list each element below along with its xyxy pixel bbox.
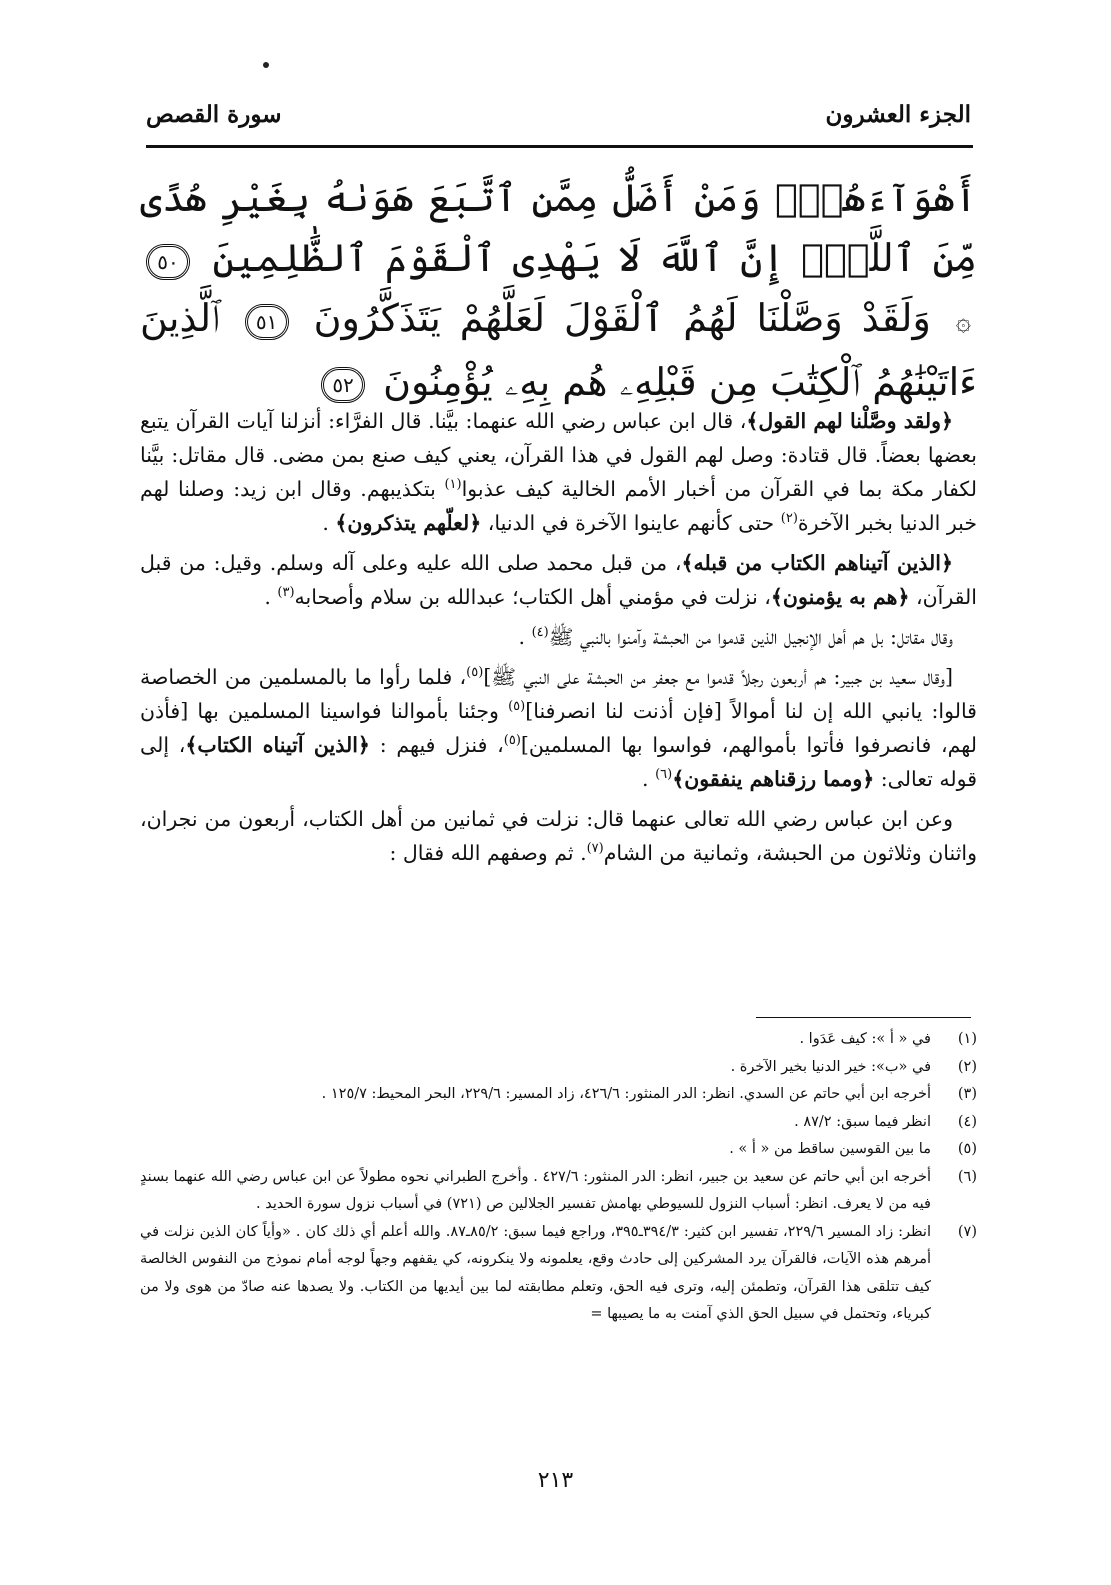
paragraph-text: وعن ابن عباس رضي الله تعالى عنهما قال: نزلت في ثمانين من أهل الكتاب، أربعون من نجران، واثنان وثلاثون من الحبشة، وثمانية من الشام: [140, 807, 977, 865]
footnote: [140, 1136, 977, 1164]
footnote: [140, 1164, 977, 1219]
footnote-text: في «ب»: خير الدنيا بخير الآخرة .: [730, 1058, 931, 1075]
quran-verses: [140, 168, 977, 412]
footnote-separator: [756, 1017, 971, 1018]
paragraph-text: [وقال سعيد بن جبير: هم أربعون رجلاً قدموا مع جعفر من الحبشة على النبي ﷺ]: [483, 665, 953, 689]
footnote: [140, 1081, 977, 1109]
quoted-verse: ﴿ولقد وصَّلْنا لهم القول﴾: [746, 409, 953, 433]
footnote-number: (٧): [957, 1223, 977, 1240]
paragraph-text: .: [642, 767, 656, 791]
paragraph: [140, 546, 977, 614]
paragraph-text: .: [518, 625, 532, 649]
footnote-ref[interactable]: (٥): [466, 665, 484, 681]
paragraph-text: . ثم وصفهم الله فقال :: [389, 841, 587, 865]
paragraph-text: حتى كأنهم عاينوا الآخرة في الدنيا،: [481, 511, 781, 535]
verse-text: أَهْوَآءَهُمْۚ وَمَنْ أَضَلُّ مِمَّنِ ٱتَّبَعَ هَوَىٰهُ بِغَيْرِ هُدًى مِّنَ ٱللَّهِۚ إِنَّ ٱللَّهَ لَا يَهْدِى ٱلْقَوْمَ ٱلظَّٰلِمِينَ: [140, 176, 977, 280]
surah-title: سورة القصص: [146, 100, 282, 128]
footnote: [140, 1109, 977, 1137]
footnote-ref[interactable]: (٣): [277, 585, 295, 601]
quoted-verse: ﴿الذين آتيناه الكتاب﴾: [185, 733, 370, 757]
footnote: [140, 1219, 977, 1329]
paragraph: [140, 660, 977, 796]
footnote-number: (١): [957, 1031, 977, 1047]
footnote-number: (٦): [957, 1168, 977, 1185]
quoted-verse: ﴿هم به يؤمنون﴾: [770, 585, 910, 609]
commentary: [140, 404, 977, 876]
footnote-number: (٣): [957, 1086, 977, 1102]
footnote-text: انظر فيما سبق: ٨٧/٢ .: [794, 1113, 931, 1130]
footnote-ref[interactable]: (١): [444, 477, 462, 493]
paragraph-text: .: [322, 511, 336, 535]
ayah-number-marker: ٥١: [245, 304, 289, 340]
footnote-text: في « أ »: كيف عَدَوا .: [799, 1031, 931, 1047]
rub-el-hizb-icon: ۞: [955, 306, 971, 337]
footnote-ref[interactable]: (٥): [503, 733, 521, 749]
footnote-ref[interactable]: (٧): [586, 841, 604, 857]
verse-text: ٱلَّذِينَ ءَاتَيْنَٰهُمُ ٱلْكِتَٰبَ مِن قَبْلِهِۦ هُم بِهِۦ يُؤْمِنُونَ: [140, 296, 977, 404]
paragraph: [140, 404, 977, 540]
ayah-number-marker: ٥٠: [146, 244, 190, 280]
paragraph-text: وقال مقاتل: بل هم أهل الإنجيل الذين قدموا من الحبشة وآمنوا بالنبي ﷺ: [548, 625, 953, 649]
footnote: [140, 1054, 977, 1082]
footnote: [140, 1026, 977, 1054]
ink-dot: [263, 62, 269, 68]
footnote-number: (٤): [957, 1113, 977, 1130]
footnote-number: (٢): [957, 1058, 977, 1075]
footnote-ref[interactable]: (٢): [780, 511, 798, 527]
page-number: ٢١٣: [537, 1468, 574, 1493]
paragraph-text: ، فلما رأوا ما بالمسلمين من الخصاصة قالوا: يانبي الله إن لنا أموالاً [فإن أذنت لنا انصرفنا]: [140, 665, 977, 723]
paragraph-text: ، قال ابن عباس رضي الله عنهما: بيَّنا. قال الفرَّاء: أنزلنا آيات القرآن يتبع بعضها بعضاً. قال قتادة: وصل لهم القول في هذا القرآن، يعني كيف صنع بمن مضى. قال مقاتل: بيَّنا لكفار مكة بما في القرآن من أخبار الأمم الخالية كيف عذبوا: [140, 409, 977, 501]
paragraph-text: ، من قبل محمد صلى الله عليه وعلى آله وسلم. وقيل: من قبل القرآن،: [140, 551, 977, 609]
part-title: الجزء العشرون: [825, 100, 971, 128]
paragraph-text: ، فنزل فيهم :: [369, 733, 504, 757]
footnote-ref[interactable]: (٦): [655, 767, 673, 783]
footnote-text: أخرجه ابن أبي حاتم عن سعيد بن جبير، انظر: الدر المنثور: ٤٢٧/٦ . وأخرج الطبراني نحوه مطولاً عن ابن عباس رضي الله عنهما بسندٍ فيه من لا يعرف. انظر: أسباب النزول للسيوطي بهامش تفسير الجلالين ص (٧٢١) في أسباب نزول سورة الحديد .: [140, 1168, 931, 1212]
footnote-ref[interactable]: (٤): [531, 625, 549, 641]
ayah-number-marker: ٥٢: [321, 367, 365, 403]
quoted-verse: ﴿لعلّهم يتذكرون﴾: [335, 511, 482, 535]
paragraph: [140, 620, 977, 654]
footnote-number: (٥): [957, 1141, 977, 1157]
running-header: [146, 94, 971, 134]
verse-text: وَلَقَدْ وَصَّلْنَا لَهُمُ ٱلْقَوْلَ لَعَلَّهُمْ يَتَذَكَّرُونَ: [313, 296, 931, 340]
quoted-verse: ﴿الذين آتيناهم الكتاب من قبله﴾: [681, 551, 953, 575]
footnote-text: ما بين القوسين ساقط من « أ » .: [729, 1141, 931, 1157]
header-rule: [146, 145, 973, 148]
paragraph-text: وجئنا بأموالنا فواسينا المسلمين بها [فأذن لهم، فانصرفوا فأتوا بأموالهم، فواسوا بها المسلمين]: [140, 699, 977, 757]
footnote-ref[interactable]: (٥): [508, 699, 526, 715]
footnote-text: انظر: زاد المسير ٢٢٩/٦، تفسير ابن كثير: ٣٩٤/٣ـ٣٩٥، وراجع فيما سبق: ٨٥/٢ـ٨٧. والله أعلم أي ذلك كان . «وأياً كان الذين نزلت في أمرهم هذه الآيات، فالقرآن يرد المشركين إلى حادث وقع، يعلمونه ولا ينكرونه، كي يقفهم وجهاً لوجه أمام نموذج من النفوس الخالصة كيف تتلقى هذا القرآن، وتطمئن إليه، وترى فيه الحق، وتعلم مطابقته لما بين أيديها من الكتاب. ولا يصدها عنه صادّ من هوى ولا من كبرياء، وتحتمل في سبيل الحق الذي آمنت به ما يصيبها =: [140, 1223, 931, 1322]
paragraph-text: بتكذيبهم. وقال ابن زيد: وصلنا لهم خبر الدنيا بخبر الآخرة: [140, 477, 977, 535]
paragraph: [140, 802, 977, 870]
paragraph-text: .: [264, 585, 278, 609]
footnote-text: أخرجه ابن أبي حاتم عن السدي. انظر: الدر المنثور: ٤٢٦/٦، زاد المسير: ٢٢٩/٦، البحر المحيط: ١٢٥/٧ .: [321, 1086, 931, 1102]
quoted-verse: ﴿ومما رزقناهم ينفقون﴾: [672, 767, 875, 791]
paragraph-text: ، نزلت في مؤمني أهل الكتاب؛ عبدالله بن سلام وأصحابه: [294, 585, 771, 609]
footnotes: [140, 1026, 977, 1329]
paragraph-text: ، إلى قوله تعالى:: [140, 733, 977, 791]
